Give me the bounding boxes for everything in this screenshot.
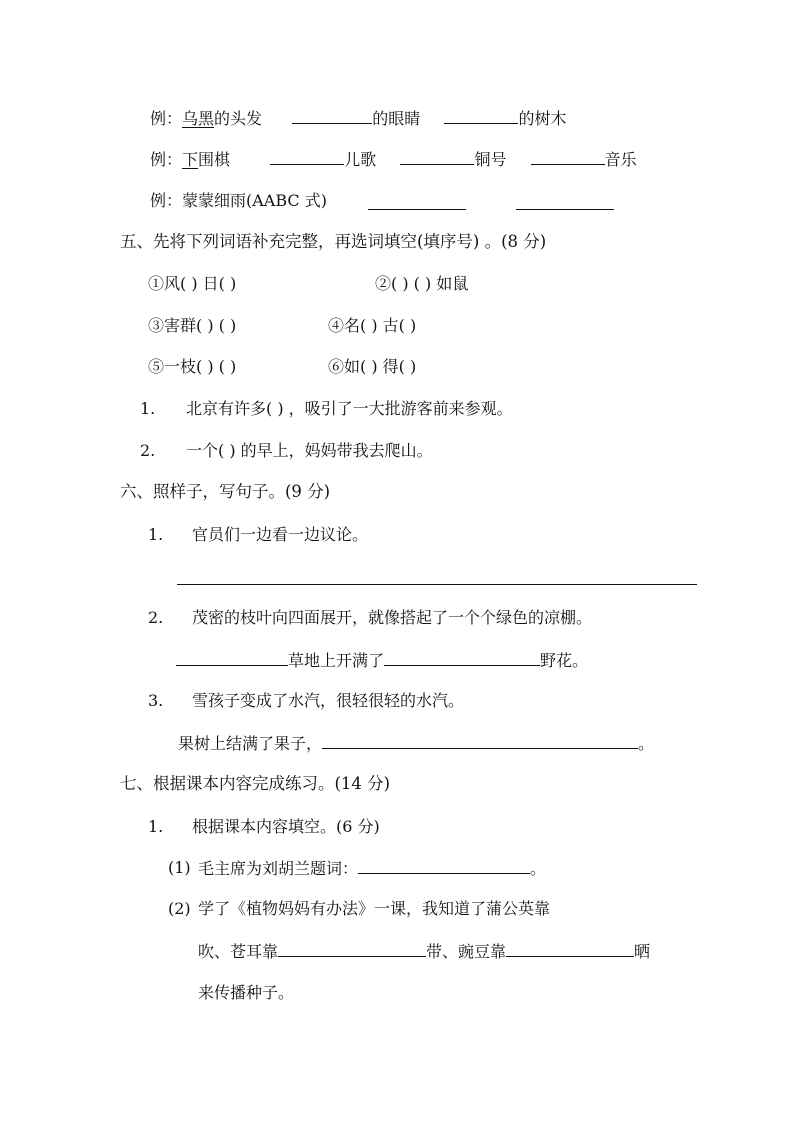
sentence-part: 晒: [634, 942, 651, 961]
sub-question-text: 学了《植物妈妈有办法》一课，我知道了蒲公英靠: [198, 899, 551, 918]
sentence-part: 果树上结满了果子，: [178, 734, 323, 753]
example-line-3: [150, 190, 327, 212]
answer-blank[interactable]: [444, 107, 518, 124]
question-text: 雪孩子变成了水汽，很轻很轻的水汽。: [192, 691, 465, 710]
answer-blank[interactable]: [506, 940, 634, 957]
answer-blank[interactable]: [278, 940, 426, 957]
answer-blank[interactable]: [292, 107, 372, 124]
question-text: 官员们一边看一边议论。: [192, 525, 369, 544]
section-5-heading: 五、先将下列词语补充完整，再选词填空(填序号) 。(8 分): [120, 232, 547, 251]
example-underlined-word: 下: [182, 150, 199, 169]
question-text: 北京有许多( ) ，吸引了一大批游客前来参观。: [186, 399, 513, 418]
answer-blank[interactable]: [400, 148, 474, 165]
idiom-item: ④名( ) 古( ): [328, 316, 417, 335]
sub-question-line: [198, 857, 546, 880]
answer-blank[interactable]: [531, 148, 605, 165]
answer-blank[interactable]: [358, 857, 530, 874]
example-word: 音乐: [604, 150, 637, 169]
answer-line-composite: [176, 649, 588, 672]
question-number: 3.: [148, 691, 164, 710]
sentence-end: 。: [530, 859, 547, 878]
example-underlined-word: 乌黑: [182, 109, 215, 128]
question-number: 2.: [148, 608, 164, 627]
example-word: 的眼睛: [372, 109, 421, 128]
answer-blank[interactable]: [384, 649, 540, 666]
answer-blank[interactable]: [270, 148, 344, 165]
sub-question-number: (2): [168, 899, 191, 918]
answer-line-composite: [178, 732, 654, 755]
example-rest: 的头发: [214, 109, 263, 128]
example-line-1: [150, 107, 566, 130]
sub-question-text: 来传播种子。: [198, 983, 295, 1002]
answer-blank[interactable]: [322, 732, 638, 749]
question-number: 1.: [148, 817, 164, 836]
sentence-part: 带、豌豆靠: [426, 942, 507, 961]
example-prefix: 例：: [150, 109, 183, 128]
answer-blank[interactable]: [368, 209, 466, 210]
example-word: 铜号: [474, 150, 507, 169]
example-prefix: 例：: [150, 150, 183, 169]
sentence-part: 草地上开满了: [288, 651, 385, 670]
sub-question-line: [198, 940, 650, 963]
sentence-end: 。: [638, 734, 655, 753]
sentence-part: 野花。: [540, 651, 589, 670]
answer-blank[interactable]: [176, 649, 288, 666]
sub-question-number: (1): [168, 858, 191, 877]
question-number: 2.: [140, 441, 156, 460]
section-6-heading: 六、照样子，写句子。(9 分): [120, 482, 331, 501]
question-number: 1.: [148, 525, 164, 544]
idiom-item: ⑥如( ) 得( ): [328, 357, 417, 376]
question-text: 根据课本内容填空。(6 分): [192, 817, 380, 836]
idiom-item: ③害群( ) ( ): [148, 316, 237, 335]
section-7-heading: 七、根据课本内容完成练习。(14 分): [120, 774, 391, 793]
answer-blank[interactable]: [516, 209, 614, 210]
example-text: 例：蒙蒙细雨(AABC 式): [150, 191, 327, 210]
example-word: 的树木: [518, 109, 567, 128]
idiom-item: ②( ) ( ) 如鼠: [375, 274, 469, 293]
question-text: 茂密的枝叶向四面展开，就像搭起了一个个绿色的凉棚。: [192, 608, 593, 627]
example-line-2: [150, 148, 637, 171]
sub-question-text: 毛主席为刘胡兰题词：: [198, 859, 359, 878]
question-number: 1.: [140, 399, 156, 418]
example-word: 儿歌: [344, 150, 377, 169]
example-rest: 围棋: [198, 150, 231, 169]
idiom-item: ①风( ) 日( ): [148, 274, 237, 293]
sentence-part: 吹、苍耳靠: [198, 942, 279, 961]
question-text: 一个( ) 的早上，妈妈带我去爬山。: [186, 441, 433, 460]
answer-line[interactable]: [177, 584, 697, 585]
idiom-item: ⑤一枝( ) ( ): [148, 357, 237, 376]
